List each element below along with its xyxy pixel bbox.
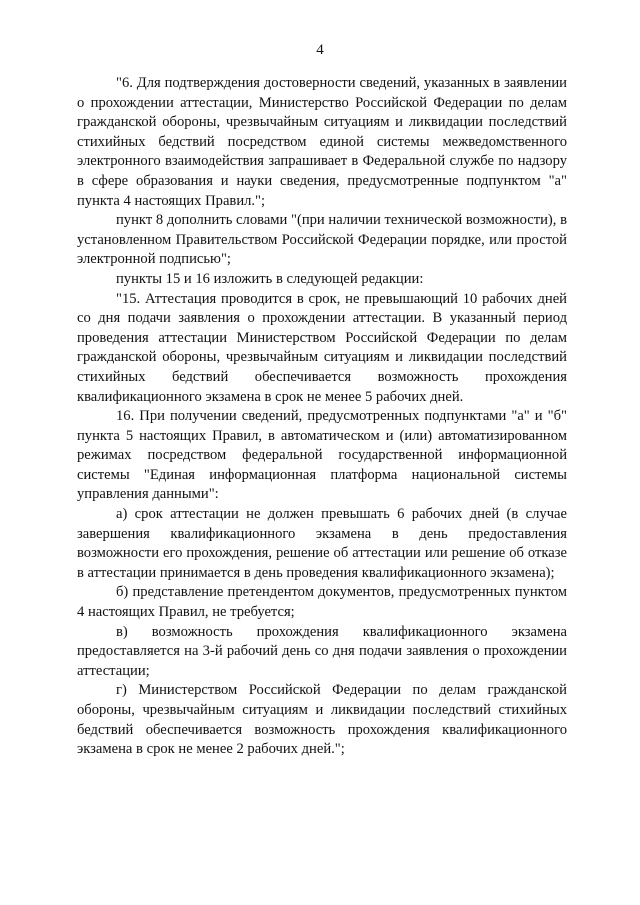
- subitem-a: а) срок аттестации не должен превышать 6 рабочих дней (в случае завершения квалификационного экзамена в день предоставления возможности его прохождения, решение об аттестации или решение об отказе в аттестации принимается в день проведения квалификационного экзамена);: [77, 506, 567, 581]
- paragraph-item-8-amendment: пункт 8 дополнить словами "(при наличии технической возможности), в установленном Правительством Российской Федерации порядке, или простой электронной подписью";: [77, 212, 567, 268]
- paragraph-items-15-16-intro: пункты 15 и 16 изложить в следующей редакции:: [116, 270, 424, 287]
- subitem-v: в) возможность прохождения квалификационного экзамена предоставляется на 3-й рабочий день со дня подачи заявления о прохождении аттестации;: [77, 623, 567, 679]
- paragraph-item-6: "6. Для подтверждения достоверности сведений, указанных в заявлении о прохождении аттестации, Министерство Российской Федерации по делам гражданской обороны, чрезвычайным ситуациям и ликвидации последствий стихийных бедствий посредством единой системы межведомственного электронного взаимодействия запрашивает в Федеральной службе по надзору в сфере образования и науки сведения, предусмотренные подпунктом "а" пункта 4 настоящих Правил.";: [77, 75, 567, 209]
- paragraph-item-15: "15. Аттестация проводится в срок, не превышающий 10 рабочих дней со дня подачи заявления о прохождении аттестации. В указанный период проведения аттестации Министерством Российской Федерации по делам гражданской обороны, чрезвычайным ситуациям и ликвидации последствий стихийных бедствий обеспечивается возможность прохождения квалификационного экзамена в срок не менее 5 рабочих дней.: [77, 290, 567, 405]
- subitem-g: г) Министерством Российской Федерации по делам гражданской обороны, чрезвычайным ситуациям и ликвидации последствий стихийных бедствий обеспечивается возможность прохождения квалификационного экзамена в срок не менее 2 рабочих дней.";: [77, 682, 567, 758]
- subitem-b: б) представление претендентом документов, предусмотренных пунктом 4 настоящих Правил, не требуется;: [77, 584, 567, 621]
- document-body: [77, 74, 567, 760]
- paragraph-item-16: 16. При получении сведений, предусмотренных подпунктами "а" и "б" пункта 5 настоящих Правил, в автоматическом и (или) автоматизированном режимах посредством федеральной государственной информационной системы "Единая информационная платформа национальной системы управления данными":: [77, 408, 567, 503]
- page-number: 4: [316, 42, 324, 58]
